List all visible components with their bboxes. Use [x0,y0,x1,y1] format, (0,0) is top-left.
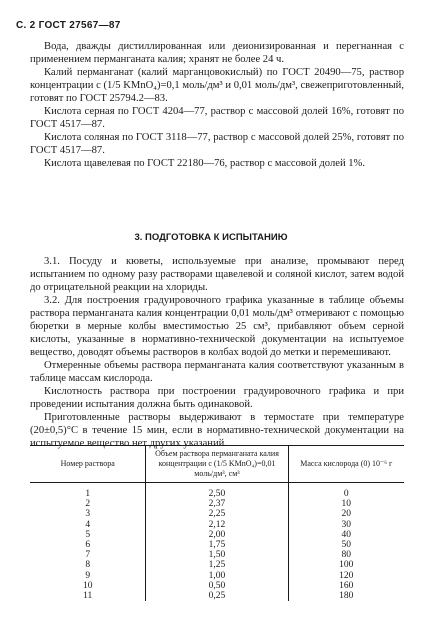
table-row [30,499,404,509]
cell-solution-number: 6 [85,540,91,551]
calibration-table [30,445,404,601]
reagents-list [30,40,404,170]
cell-volume: 2,00 [146,530,288,540]
reagent-water: Вода, дважды дистиллированная или деионизированная и перегнанная с применением перманганата калия; хранят не более 24 ч. [30,41,404,65]
cell-solution-number: 8 [85,560,91,571]
table-row [30,560,404,570]
table-row [30,483,404,500]
paragraph-volumes: Отмеренные объемы раствора перманганата калия соответствуют указанным в таблице массам кислорода. [30,360,404,384]
cell-oxygen-mass: 50 [288,540,404,550]
table-body [30,483,404,602]
cell-volume: 1,00 [146,571,288,581]
cell-solution-number: 10 [82,580,93,591]
cell-volume: 2,50 [146,483,288,500]
page-header: С. 2 ГОСТ 27567—87 [16,20,121,31]
cell-oxygen-mass: 20 [288,509,404,519]
cell-volume: 2,37 [146,499,288,509]
cell-volume: 1,25 [146,560,288,570]
cell-solution-number: 1 [85,489,91,500]
cell-volume: 1,50 [146,550,288,560]
paragraph-acidity: Кислотность раствора при построении градуировочного графика и при проведении испытания должна быть одинаковой. [30,386,404,410]
cell-volume: 2,25 [146,509,288,519]
section-body [30,255,404,450]
cell-volume: 2,12 [146,520,288,530]
cell-oxygen-mass: 0 [288,483,404,500]
cell-solution-number: 5 [85,529,91,540]
header-solution-number: Номер раствора [30,446,146,483]
table-row [30,581,404,591]
table-row [30,571,404,581]
cell-oxygen-mass: 10 [288,499,404,509]
cell-volume: 0,25 [146,591,288,601]
header-oxygen-mass: Масса кислорода (0) 10⁻⁶ г [288,446,404,483]
cell-volume: 1,75 [146,540,288,550]
table-row [30,540,404,550]
cell-volume: 0,50 [146,581,288,591]
cell-oxygen-mass: 160 [288,581,404,591]
paragraph-thermostat: Приготовленные растворы выдерживают в термостате при температуре (20±0,5)°C в течение 15 мин, если в нормативно-технической документации на испытуемое вещество нет других указаний. [30,412,404,449]
cell-solution-number: 4 [85,519,91,530]
cell-oxygen-mass: 30 [288,520,404,530]
cell-solution-number: 7 [85,550,91,561]
table-row [30,591,404,601]
cell-oxygen-mass: 100 [288,560,404,570]
reagent-hydrochloric-acid: Кислота соляная по ГОСТ 3118—77, раствор с массовой долей 25%, готовят по ГОСТ 4517—87. [30,132,404,156]
table-row [30,509,404,519]
section-title: 3. ПОДГОТОВКА К ИСПЫТАНИЮ [134,232,288,243]
paragraph-3-2: 3.2. Для построения градуировочного графика указанные в таблице объемы раствора перманганата калия концентрации 0,01 моль/дм³ отмеривают с помощью бюретки в мерные колбы вместимостью 25 см³, прибавляют объем серной кислоты, указанные в нормативно-технической документации на испытуемое вещество, доводят объемы растворов в колбах водой до метки и перемешивают. [30,295,404,358]
cell-solution-number: 2 [85,499,91,510]
cell-oxygen-mass: 80 [288,550,404,560]
header-volume: Объем раствора перманганата калия концентрации c (1/5 KMnO₄)=0,01 моль/дм³, см³ [146,446,288,483]
cell-solution-number: 11 [83,590,93,601]
table-row [30,530,404,540]
cell-oxygen-mass: 120 [288,571,404,581]
reagent-permanganate: Калий перманганат (калий марганцовокислый) по ГОСТ 20490—75, раствор концентрации c (1/5 KMnO₄)=0,1 моль/дм³ и 0,01 моль/дм³, свежеприготовленный, готовят по ГОСТ 25794.2—83. [30,67,404,104]
table-header-row [30,446,404,483]
cell-solution-number: 3 [85,509,91,520]
reagent-sulfuric-acid: Кислота серная по ГОСТ 4204—77, раствор с массовой долей 16%, готовят по ГОСТ 4517—87. [30,106,404,130]
table-row [30,520,404,530]
cell-oxygen-mass: 40 [288,530,404,540]
table-row [30,550,404,560]
cell-solution-number: 9 [85,570,91,581]
paragraph-3-1: 3.1. Посуду и кюветы, используемые при анализе, промывают перед испытанием по одному разу растворами щавелевой и соляной кислот, затем водой до отрицательной реакции на хлориды. [30,256,404,293]
cell-oxygen-mass: 180 [288,591,404,601]
reagent-oxalic-acid: Кислота щавелевая по ГОСТ 22180—76, раствор с массовой долей 1%. [44,158,366,169]
